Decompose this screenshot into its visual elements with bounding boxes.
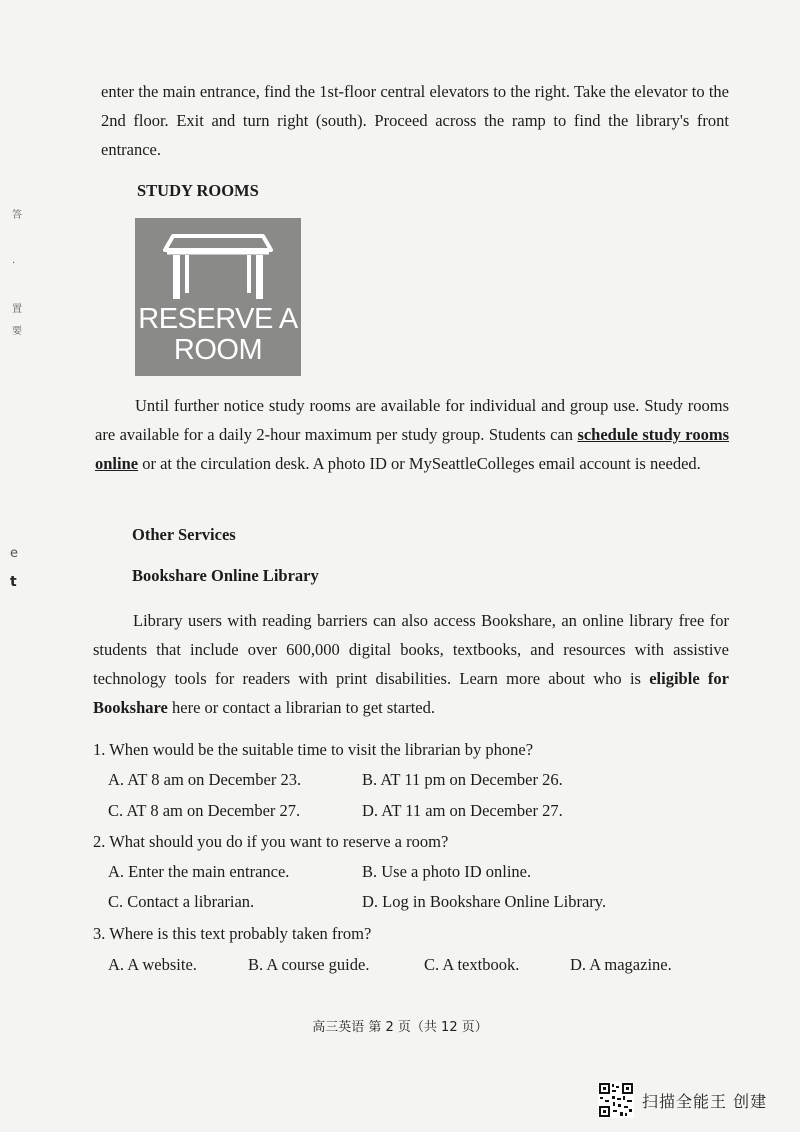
study-text-before: Until further notice study rooms are available for individual and group use. Study rooms are available for a daily 2-hour maximum per study group. Students can [95, 396, 729, 444]
question-1-option-d[interactable]: D. AT 11 am on December 27. [362, 801, 563, 820]
question-3: 3. Where is this text probably taken from? [93, 924, 372, 943]
eligible-for-bookshare-link[interactable]: eligible for Bookshare [93, 669, 729, 717]
question-3-option-d[interactable]: D. A magazine. [570, 955, 672, 974]
margin-mark: t [10, 574, 17, 590]
other-services-heading: Other Services [132, 525, 236, 544]
intro-paragraph: enter the main entrance, find the 1st-floor central elevators to the right. Take the elevator to the 2nd floor. Exit and turn right (south). Proceed across the ramp to find the library's front entrance. [101, 82, 729, 159]
question-1: 1. When would be the suitable time to visit the librarian by phone? [93, 740, 534, 759]
margin-mark: 置 [12, 304, 22, 315]
question-3-option-c[interactable]: C. A textbook. [424, 955, 520, 974]
reserve-room-label [135, 304, 301, 366]
margin-mark: 要 [12, 326, 22, 337]
reserve-line-2: ROOM [173, 334, 263, 366]
margin-mark: e [10, 546, 18, 561]
bookshare-paragraph [93, 606, 729, 722]
schedule-study-rooms-link[interactable]: schedule study rooms online [95, 425, 730, 473]
question-2-option-a[interactable]: A. Enter the main entrance. [108, 862, 290, 881]
reserve-line-1: RESERVE A [138, 303, 298, 335]
question-2-option-d[interactable]: D. Log in Bookshare Online Library. [362, 892, 607, 911]
study-rooms-paragraph [95, 391, 729, 478]
question-1-option-a[interactable]: A. AT 8 am on December 23. [108, 770, 302, 789]
question-1-option-b[interactable]: B. AT 11 pm on December 26. [362, 770, 563, 789]
scanner-label: 扫描全能王 创建 [642, 1091, 768, 1111]
question-2-option-b[interactable]: B. Use a photo ID online. [362, 862, 532, 881]
scanner-watermark [598, 1082, 767, 1118]
question-2-option-c[interactable]: C. Contact a librarian. [108, 892, 255, 911]
study-text-after: or at the circulation desk. A photo ID or MySeattleColleges email account is needed. [138, 454, 701, 473]
question-3-option-a[interactable]: A. A website. [108, 955, 197, 974]
margin-mark: · [12, 258, 16, 269]
bookshare-heading: Bookshare Online Library [132, 566, 319, 585]
reserve-room-image[interactable] [135, 218, 301, 376]
bookshare-text-after: here or contact a librarian to get started. [167, 698, 435, 717]
table-icon [163, 228, 273, 302]
question-2: 2. What should you do if you want to reserve a room? [93, 832, 449, 851]
margin-mark: 答 [12, 210, 22, 221]
question-3-option-b[interactable]: B. A course guide. [248, 955, 370, 974]
question-1-option-c[interactable]: C. AT 8 am on December 27. [108, 801, 301, 820]
qr-code-icon [598, 1082, 634, 1118]
page-footer: 高三英语 第 2 页（共 12 页） [312, 1020, 488, 1035]
study-rooms-heading: STUDY ROOMS [137, 181, 259, 200]
bookshare-text-before: Library users with reading barriers can also access Bookshare, an online library free for students that include over 600,000 digital books, textbooks, and resources with assistive technology tools for readers with print disabilities. Learn more about who is [93, 611, 729, 688]
